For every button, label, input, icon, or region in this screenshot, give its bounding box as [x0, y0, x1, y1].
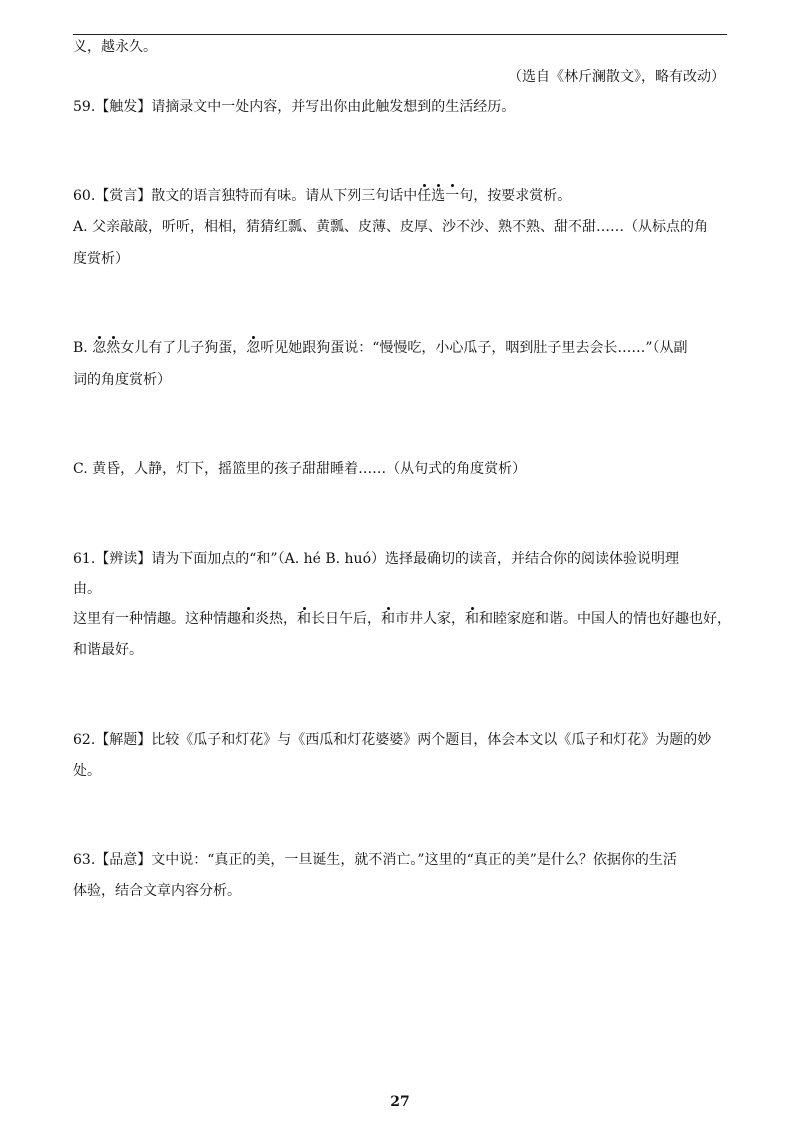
question-60-prompt: [73, 187, 571, 205]
option-b-label: B.: [73, 340, 93, 356]
option-b-text-end: 听见她跟狗蛋说：“慢慢吃，小心瓜子，咽到肚子里去会长……”（从副: [260, 340, 688, 356]
emphasis-char: 任: [417, 188, 432, 204]
emphasis-char: 和: [297, 611, 311, 627]
question-62: 62.【解题】比较《瓜子和灯花》与《西瓜和灯花婆婆》两个题目，体会本文以《瓜子和灯花》为题的妙: [73, 732, 712, 748]
emphasis-char: 和: [241, 611, 255, 627]
emphasis-char: 忽: [92, 340, 107, 356]
emphasis-char: 选: [431, 188, 446, 204]
q61-passage-cont: 和谐最好。: [73, 642, 143, 658]
emphasis-char: 和: [381, 611, 395, 627]
question-63-cont: 体验，结合文章内容分析。: [73, 883, 241, 899]
passage-text: 这里有一种情趣。这种情趣: [73, 611, 241, 627]
question-61: 61.【辨读】请为下面加点的“和”（A. hé B. huó）选择最确切的读音，并结合你的阅读体验说明理: [73, 551, 679, 567]
q60-option-a: A. 父亲敲敲，听听，相相，猜猜红瓢、黄瓢、皮薄、皮厚、沙不沙、熟不熟、甜不甜……（从标点的角: [73, 219, 709, 235]
passage-continuation: 义，越永久。: [73, 39, 157, 55]
header-rule: [73, 34, 727, 35]
emphasis-char: 然: [106, 340, 121, 356]
emphasis-char: 和: [465, 611, 479, 627]
q60-prompt-start: 60.【赏言】散文的语言独特而有味。请从下列三句话中: [73, 188, 418, 204]
passage-text: 和睦家庭和谐。中国人的情也好趣也好，: [479, 611, 731, 627]
q60-option-b-cont: 词的角度赏析）: [73, 372, 171, 388]
passage-source: （选自《林斤澜散文》，略有改动）: [508, 69, 725, 85]
option-b-text: 女儿有了儿子狗蛋，: [120, 340, 247, 356]
q60-prompt-end: 句，按要求赏析。: [459, 188, 572, 204]
emphasis-char: 忽: [246, 340, 261, 356]
emphasis-char: 一: [445, 188, 460, 204]
q60-option-c: C. 黄昏，人静，灯下，摇篮里的孩子甜甜睡着……（从句式的角度赏析）: [73, 461, 527, 477]
passage-text: 长日午后，: [311, 611, 381, 627]
question-59: 59.【触发】请摘录文中一处内容，并写出你由此触发想到的生活经历。: [73, 99, 516, 115]
page-number: 27: [390, 1094, 410, 1110]
passage-text: 市井人家，: [395, 611, 465, 627]
question-63: 63.【品意】文中说：“真正的美，一旦诞生，就不消亡。”这里的“真正的美”是什么？依据你的生活: [73, 852, 677, 868]
passage-text: 炎热，: [255, 611, 297, 627]
q61-passage: [73, 610, 731, 628]
q60-option-b: [73, 339, 688, 357]
q60-option-a-cont: 度赏析）: [73, 251, 129, 267]
question-62-cont: 处。: [73, 763, 101, 779]
question-61-cont: 由。: [73, 581, 101, 597]
